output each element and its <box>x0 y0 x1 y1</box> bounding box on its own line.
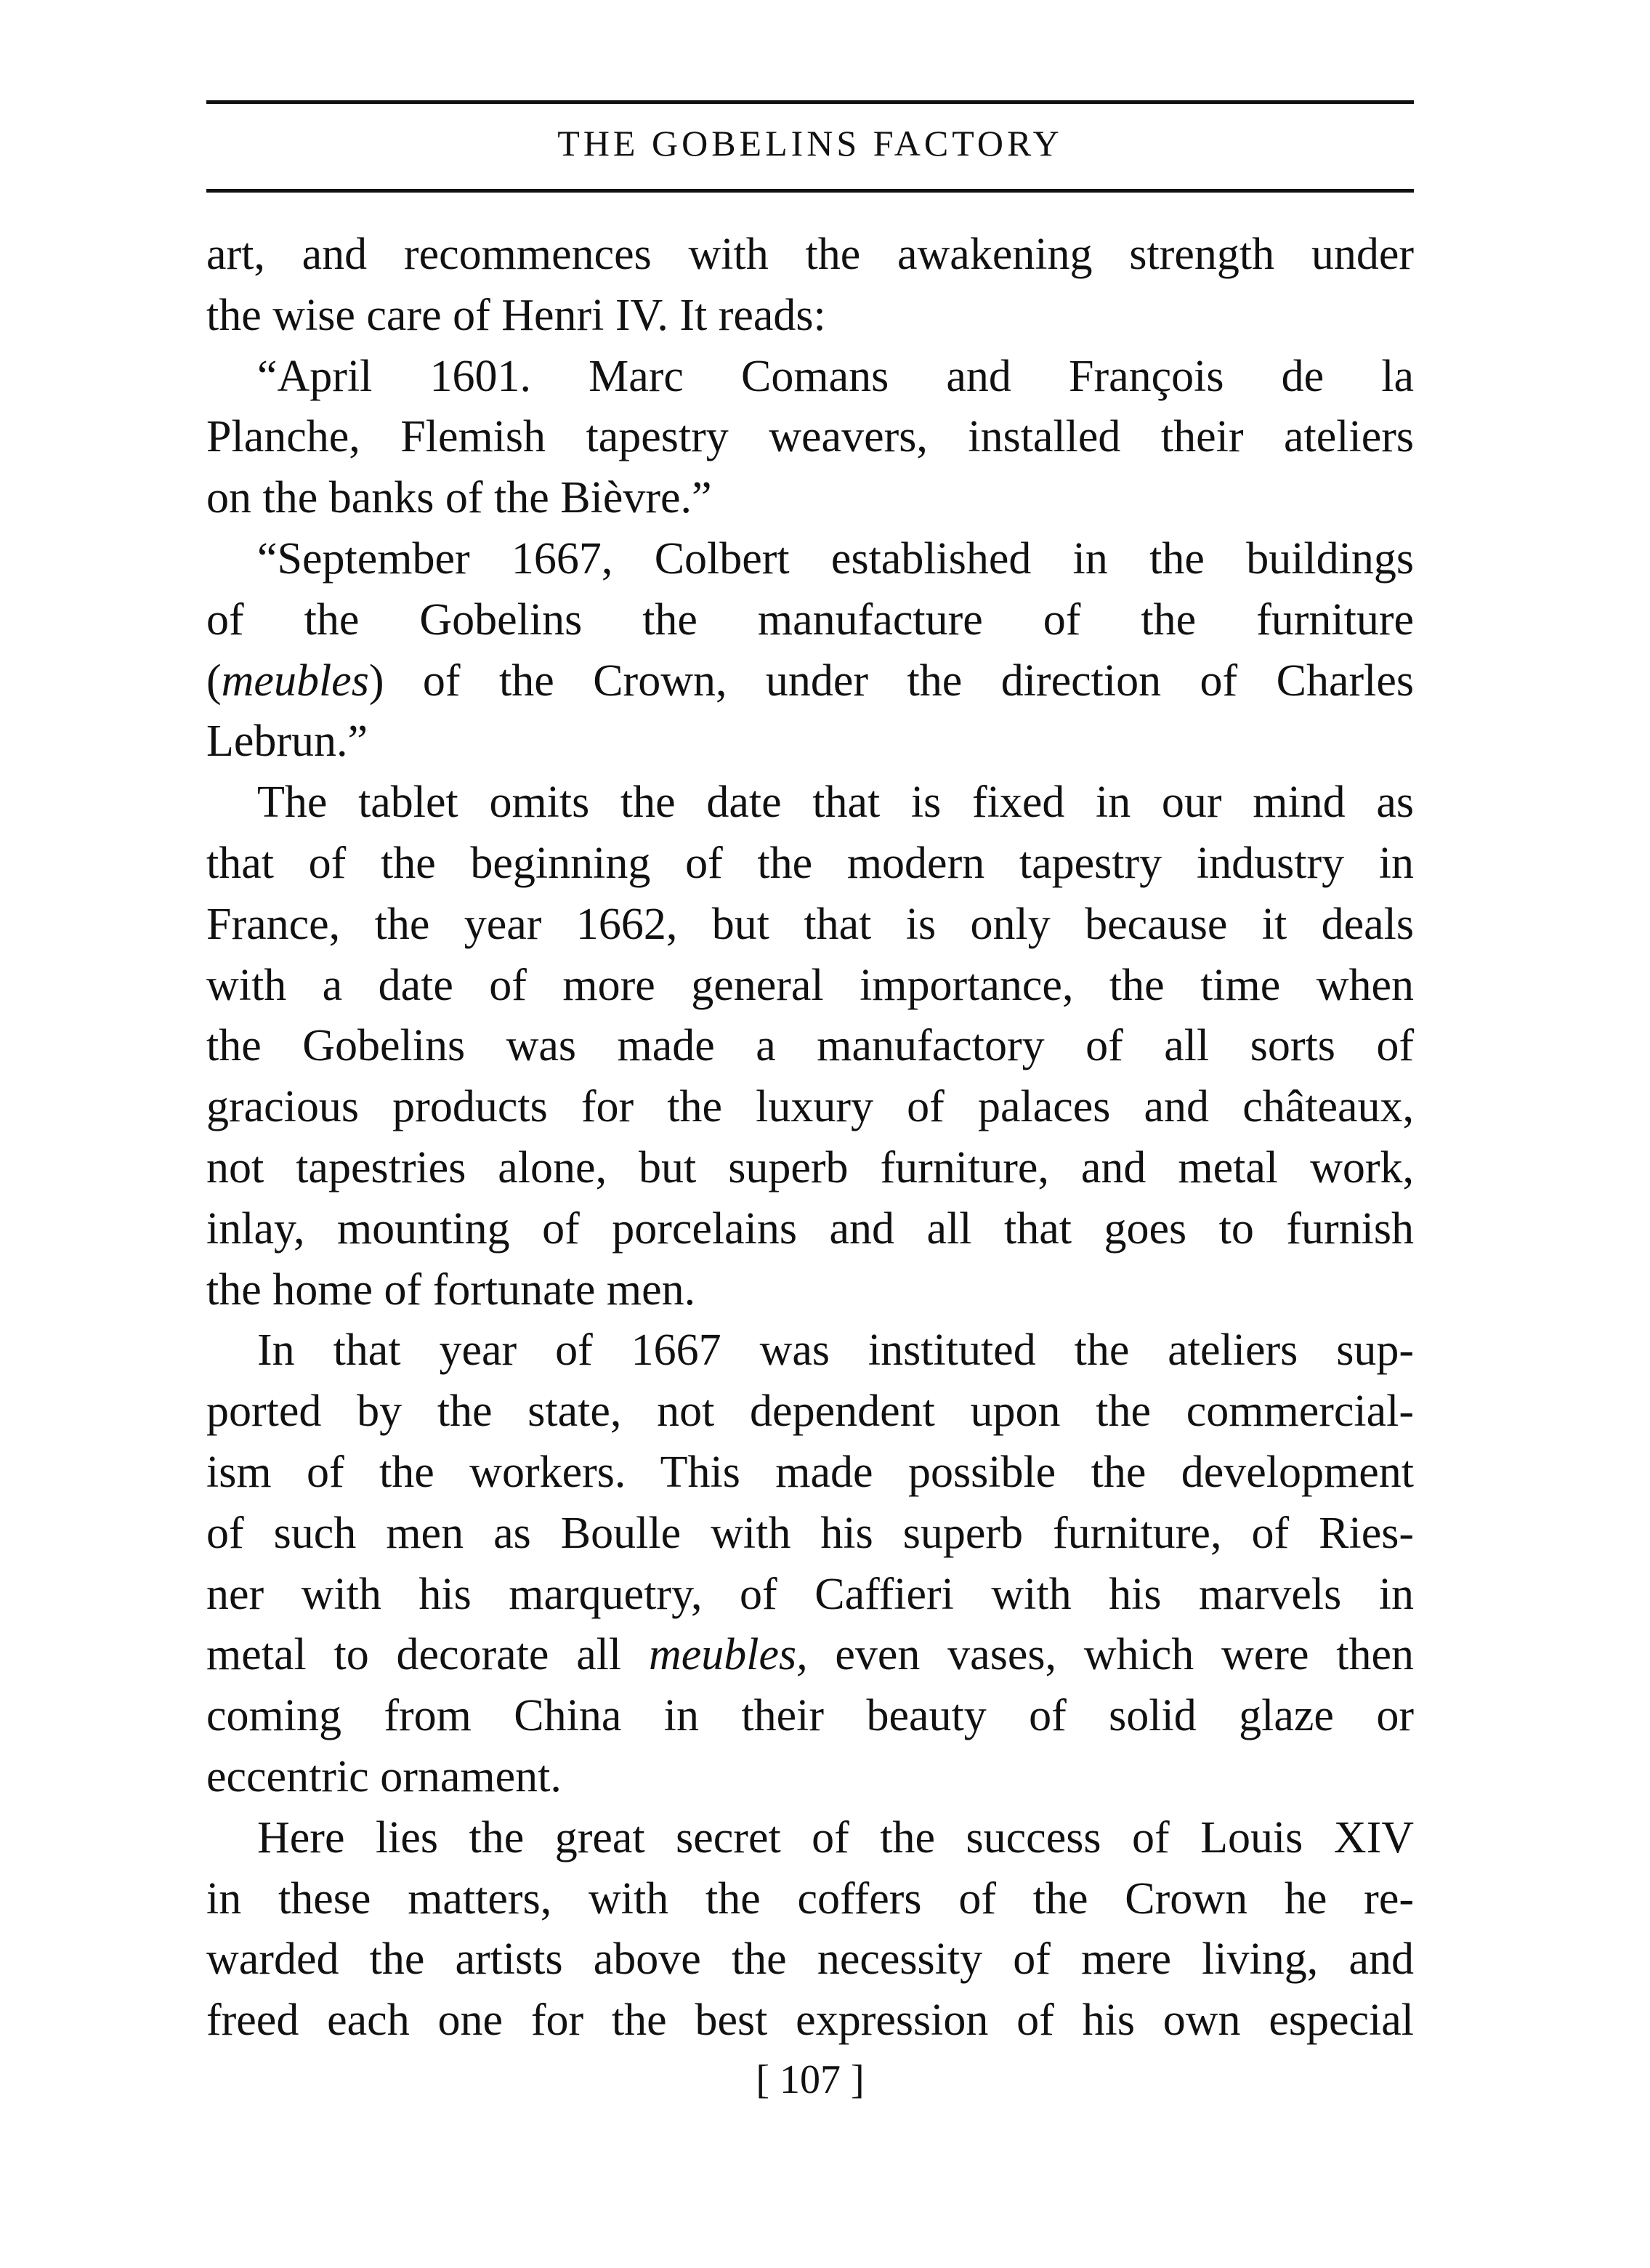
text-segment: Lebrun.” <box>206 717 368 766</box>
text-line <box>206 712 1414 770</box>
header-rule <box>206 189 1414 193</box>
text-segment: the Gobelins was made a manufactory of all sorts of <box>206 1021 1414 1070</box>
text-line <box>206 469 1414 527</box>
text-segment: in these matters, with the coffers of the Crown he re- <box>206 1874 1414 1924</box>
text-line <box>206 1930 1414 1988</box>
page-number: [ 107 ] <box>756 2057 865 2102</box>
text-line <box>257 1809 1414 1867</box>
text-line <box>206 895 1414 953</box>
text-line <box>206 834 1414 892</box>
text-segment: France, the year 1662, but that is only because it deals <box>206 900 1414 949</box>
text-segment: inlay, mounting of porcelains and all that goes to furnish <box>206 1204 1414 1254</box>
italic-text: meubles <box>221 656 369 706</box>
text-segment: gracious products for the luxury of palaces and châteaux, <box>206 1082 1414 1131</box>
text-segment: The tablet omits the date that is fixed in our mind as <box>257 778 1414 827</box>
text-segment: with a date of more general importance, the time when <box>206 961 1414 1010</box>
text-line <box>257 347 1414 405</box>
text-segment: ism of the workers. This made possible the development <box>206 1448 1414 1497</box>
text-line <box>206 1139 1414 1197</box>
text-line <box>206 286 1414 344</box>
text-line <box>206 591 1414 649</box>
text-line <box>257 1321 1414 1379</box>
text-segment: the wise care of Henri IV. It reads: <box>206 291 826 340</box>
text-line <box>206 1870 1414 1928</box>
text-line <box>206 956 1414 1014</box>
italic-text: meubles, <box>648 1630 808 1679</box>
text-line <box>206 1504 1414 1562</box>
text-line <box>206 1687 1414 1745</box>
text-segment: that of the beginning of the modern tapestry industry in <box>206 839 1414 888</box>
text-segment: In that year of 1667 was instituted the ateliers sup- <box>257 1325 1414 1375</box>
text-segment: ) of the Crown, under the direction of Charles <box>368 656 1414 706</box>
text-segment: coming from China in their beauty of solid glaze or <box>206 1691 1414 1740</box>
text-segment: not tapestries alone, but superb furniture, and metal work, <box>206 1143 1414 1192</box>
text-segment: eccentric ornament. <box>206 1752 562 1801</box>
text-segment: “September 1667, Colbert established in the buildings <box>257 534 1414 584</box>
text-line <box>206 1017 1414 1075</box>
text-segment: freed each one for the best expression of his own especial <box>206 1995 1414 2045</box>
text-segment: art, and recommences with the awakening strength under <box>206 230 1414 279</box>
text-segment: the home of fortunate men. <box>206 1265 696 1315</box>
text-segment: Here lies the great secret of the success of Louis XIV <box>257 1813 1414 1863</box>
text-line <box>206 1200 1414 1258</box>
text-line <box>206 1991 1414 2049</box>
text-line <box>206 1261 1414 1319</box>
text-line <box>257 530 1414 588</box>
text-line <box>206 1748 1414 1806</box>
text-segment: Planche, Flemish tapestry weavers, installed their ateliers <box>206 412 1414 461</box>
text-line <box>206 225 1414 283</box>
text-segment: warded the artists above the necessity of mere living, and <box>206 1934 1414 1984</box>
text-segment: of such men as Boulle with his superb furniture, of Ries- <box>206 1509 1414 1558</box>
text-segment: of the Gobelins the manufacture of the furniture <box>206 595 1414 645</box>
text-line <box>206 1626 1414 1684</box>
text-line <box>257 773 1414 831</box>
text-segment: even vases, which were then <box>807 1630 1414 1679</box>
text-segment: on the banks of the Bièvre.” <box>206 473 712 522</box>
text-segment: ner with his marquetry, of Caffieri with his marvels in <box>206 1570 1414 1619</box>
text-line <box>206 1078 1414 1136</box>
text-line <box>206 1443 1414 1501</box>
text-segment: ( <box>206 656 222 706</box>
top-rule <box>206 100 1414 104</box>
text-line <box>206 408 1414 466</box>
text-line <box>206 652 1414 710</box>
running-head: THE GOBELINS FACTORY <box>557 123 1063 164</box>
text-segment: “April 1601. Marc Comans and François de la <box>257 352 1414 401</box>
text-segment: ported by the state, not dependent upon the commercial- <box>206 1387 1414 1436</box>
text-line <box>206 1382 1414 1440</box>
text-segment: metal to decorate all <box>206 1630 649 1679</box>
text-line <box>206 1565 1414 1623</box>
